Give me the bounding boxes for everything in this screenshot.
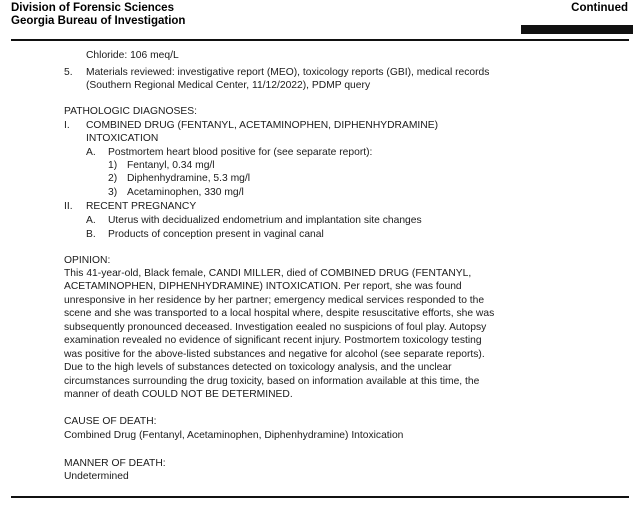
diagnosis-2a-text: Uterus with decidualized endometrium and implantation site changes [108, 215, 422, 226]
item-5-text-cont: (Southern Regional Medical Center, 11/12/2022), PDMP query [86, 80, 371, 91]
org-division: Division of Forensic Sciences [11, 2, 174, 14]
chloride-value: Chloride: 106 meq/L [86, 50, 179, 61]
drug-list-item: Fentanyl, 0.34 mg/l [127, 160, 215, 171]
cause-of-death-heading: CAUSE OF DEATH: [64, 416, 157, 427]
opinion-line: scene and she was transported to a local hospital where, despite resuscitative efforts, she was [64, 308, 495, 319]
diagnosis-1-title-cont: INTOXICATION [86, 133, 159, 144]
drug-list-number: 1) [108, 160, 118, 171]
cause-of-death-text: Combined Drug (Fentanyl, Acetaminophen, Diphenhydramine) Intoxication [64, 430, 404, 441]
item-5-text: Materials reviewed: investigative report (MEO), toxicology reports (GBI), medical records [86, 67, 490, 78]
header-rule [11, 39, 629, 41]
org-bureau: Georgia Bureau of Investigation [11, 15, 186, 27]
opinion-line: manner of death COULD NOT BE DETERMINED. [64, 389, 293, 400]
drug-list-number: 2) [108, 173, 118, 184]
page-header [0, 0, 640, 34]
diagnosis-1a-letter: A. [86, 147, 96, 158]
continued-label: Continued [571, 2, 628, 14]
opinion-line: ACETAMINOPHEN, DIPHENHYDRAMINE) INTOXICATION. Per report, she was found [64, 281, 462, 292]
opinion-line: was positive for the above-listed substances and negative for alcohol (see separate reports). [64, 349, 485, 360]
diagnosis-2-title: RECENT PREGNANCY [86, 201, 197, 212]
diagnosis-2-number: II. [64, 201, 73, 212]
diagnosis-2b-text: Products of conception present in vaginal canal [108, 229, 324, 240]
diagnosis-2b-letter: B. [86, 229, 96, 240]
item-5-number: 5. [64, 67, 73, 78]
drug-list-item: Acetaminophen, 330 mg/l [127, 187, 244, 198]
opinion-line: examination revealed no evidence of significant recent injury. Postmortem toxicology testing [64, 335, 482, 346]
opinion-line: subsequently pronounced deceased. Investigation eealed no suspicions of foul play. Autopsy [64, 322, 487, 333]
diagnosis-2a-letter: A. [86, 215, 96, 226]
manner-of-death-text: Undetermined [64, 471, 129, 482]
opinion-line: This 41-year-old, Black female, CANDI MILLER, died of COMBINED DRUG (FENTANYL, [64, 268, 472, 279]
diagnosis-1-number: I. [64, 120, 70, 131]
opinion-heading: OPINION: [64, 255, 111, 266]
opinion-line: Due to the high levels of substances detected on toxicology analysis, and the unclear [64, 362, 452, 373]
redaction-bar [521, 25, 633, 34]
diagnosis-1a-text: Postmortem heart blood positive for (see separate report): [108, 147, 373, 158]
pathologic-diagnoses-heading: PATHOLOGIC DIAGNOSES: [64, 106, 197, 117]
diagnosis-1-title: COMBINED DRUG (FENTANYL, ACETAMINOPHEN, DIPHENHYDRAMINE) [86, 120, 439, 131]
drug-list-item: Diphenhydramine, 5.3 mg/l [127, 173, 251, 184]
opinion-line: unresponsive in her residence by her partner; emergency medical services responded to the [64, 295, 485, 306]
footer-rule [11, 496, 629, 498]
drug-list-number: 3) [108, 187, 118, 198]
opinion-line: circumstances surrounding the drug toxicity, based on information available at this time, the [64, 376, 480, 387]
manner-of-death-heading: MANNER OF DEATH: [64, 458, 166, 469]
